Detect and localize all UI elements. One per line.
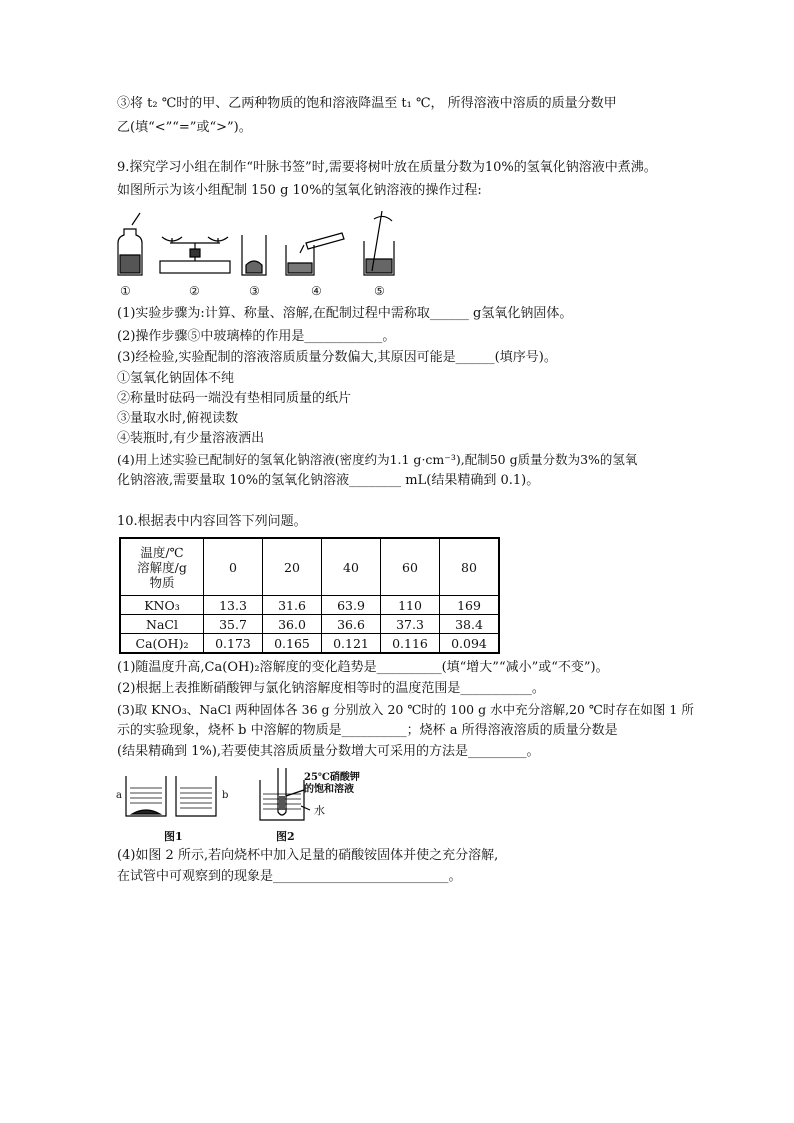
q10-q4-line1: (4)如图 2 所示,若向烧杯中加入足量的硝酸铵固体并使之充分溶解,	[117, 848, 499, 863]
stirring-icon	[364, 211, 394, 275]
table-cell: 38.4	[440, 615, 500, 634]
table-row	[120, 615, 499, 634]
header-solubility: 溶解度/g	[137, 559, 187, 575]
table-cell: 36.6	[322, 615, 381, 634]
q10-intro: 10.根据表中内容回答下列问题。	[117, 514, 307, 529]
balance-icon	[160, 237, 230, 273]
step-label-1: ①	[120, 284, 131, 298]
q10-q3-line3: (结果精确到 1%),若要使其溶质质量分数增大可采用的方法是_________。	[117, 744, 540, 759]
table-cell: 0.116	[381, 634, 440, 654]
q10-q4-line2: 在试管中可观察到的现象是___________________________。	[117, 869, 462, 884]
q9-q4-line2: 化钠溶液,需要量取 10%的氢氧化钠溶液________ mL(结果精确到 0.1)。	[117, 473, 540, 488]
table-cell: 169	[440, 596, 500, 615]
pouring-water-icon	[286, 233, 344, 275]
table-cell: 37.3	[381, 615, 440, 634]
q10-q3-line2: 示的实验现象，烧杯 b 中溶解的物质是__________；烧杯 a 所得溶液溶质的质量分数是	[117, 723, 618, 738]
table-row	[120, 596, 499, 615]
temp-cell: 0	[204, 538, 263, 596]
q9-q1: (1)实验步骤为:计算、称量、溶解,在配制过程中需称取______ g氢氧化钠固体。	[117, 306, 573, 321]
fig1-caption: 图1	[164, 830, 183, 843]
q9-q3: (3)经检验,实验配制的溶液溶质质量分数偏大,其原因可能是______(填序号)。	[117, 350, 557, 365]
table-row	[120, 634, 499, 654]
q10-q2: (2)根据上表推断硝酸钾与氯化钠溶解度相等时的温度范围是___________。	[117, 681, 545, 696]
fig2-caption: 图2	[276, 830, 295, 843]
table-cell: 0.121	[322, 634, 381, 654]
step-label-4: ④	[311, 284, 322, 298]
figure-1-beakers	[118, 772, 228, 822]
table-cell: 35.7	[204, 615, 263, 634]
step-label-2: ②	[189, 284, 200, 298]
substance-name: KNO₃	[120, 596, 204, 615]
q9-intro-line1: 9.探究学习小组在制作“叶脉书签”时,需要将树叶放在质量分数为10%的氢氧化钠溶液中煮沸。	[117, 160, 657, 175]
table-cell: 0.094	[440, 634, 500, 654]
q10-q1: (1)随温度升高,Ca(OH)₂溶解度的变化趋势是__________(填“增大”“减小”或“不变”)。	[117, 660, 609, 675]
q9-option-4: ④装瓶时,有少量溶液洒出	[117, 431, 265, 446]
substance-name: NaCl	[120, 615, 204, 634]
beaker-a-icon	[126, 776, 166, 816]
table-cell: 110	[381, 596, 440, 615]
temp-cell: 60	[381, 538, 440, 596]
step-label-5: ⑤	[374, 284, 385, 298]
table-header-row	[120, 538, 499, 596]
temp-cell: 80	[440, 538, 500, 596]
q9-procedure-figure	[110, 205, 410, 290]
fig1-label-b: b	[222, 790, 229, 801]
table-cell: 63.9	[322, 596, 381, 615]
fig2-label-water: 水	[314, 804, 325, 817]
substance-name: Ca(OH)₂	[120, 634, 204, 654]
fig1-label-a: a	[116, 790, 122, 801]
table-cell: 36.0	[263, 615, 322, 634]
q9-option-2: ②称量时砝码一端没有垫相同质量的纸片	[117, 391, 352, 406]
temp-cell: 40	[322, 538, 381, 596]
solubility-table	[119, 537, 500, 654]
temp-cell: 20	[263, 538, 322, 596]
header-temperature: 温度/℃	[140, 544, 184, 560]
q9-q2: (2)操作步骤⑤中玻璃棒的作用是____________。	[117, 329, 396, 344]
q9-option-3: ③量取水时,俯视读数	[117, 411, 239, 426]
table-corner-header	[120, 538, 204, 596]
step-label-3: ③	[249, 284, 260, 298]
header-substance: 物质	[149, 574, 175, 590]
q9-q4-line1: (4)用上述实验已配制好的氢氧化钠溶液(密度约为1.1 g·cm⁻³),配制50 g质量分数为3%的氢氧	[117, 452, 638, 467]
fig2-label-solution-line1: 25℃硝酸钾	[304, 772, 360, 783]
reagent-bottle-icon	[118, 213, 142, 275]
q10-q3-line1: (3)取 KNO₃、NaCl 两种固体各 36 g 分别放入 20 ℃时的 100 g 水中充分溶解,20 ℃时存在如图 1 所	[117, 702, 694, 717]
table-cell: 0.173	[204, 634, 263, 654]
beaker-solid-icon	[242, 235, 266, 275]
table-cell: 13.3	[204, 596, 263, 615]
beaker-b-icon	[176, 776, 216, 816]
q8-item3-line1: ③将 t₂ ℃时的甲、乙两种物质的饱和溶液降温至 t₁ ℃， 所得溶液中溶质的质量分数甲	[117, 96, 617, 111]
fig2-label-solution-line2: 的饱和溶液	[304, 784, 354, 795]
table-cell: 0.165	[263, 634, 322, 654]
fig2-label-solution	[304, 772, 360, 796]
table-cell: 31.6	[263, 596, 322, 615]
q8-item3-line2: 乙(填“<”“=”或“>”)。	[117, 120, 252, 135]
q9-intro-line2: 如图所示为该小组配制 150 g 10%的氢氧化钠溶液的操作过程:	[117, 183, 482, 198]
q9-option-1: ①氢氧化钠固体不纯	[117, 371, 235, 386]
